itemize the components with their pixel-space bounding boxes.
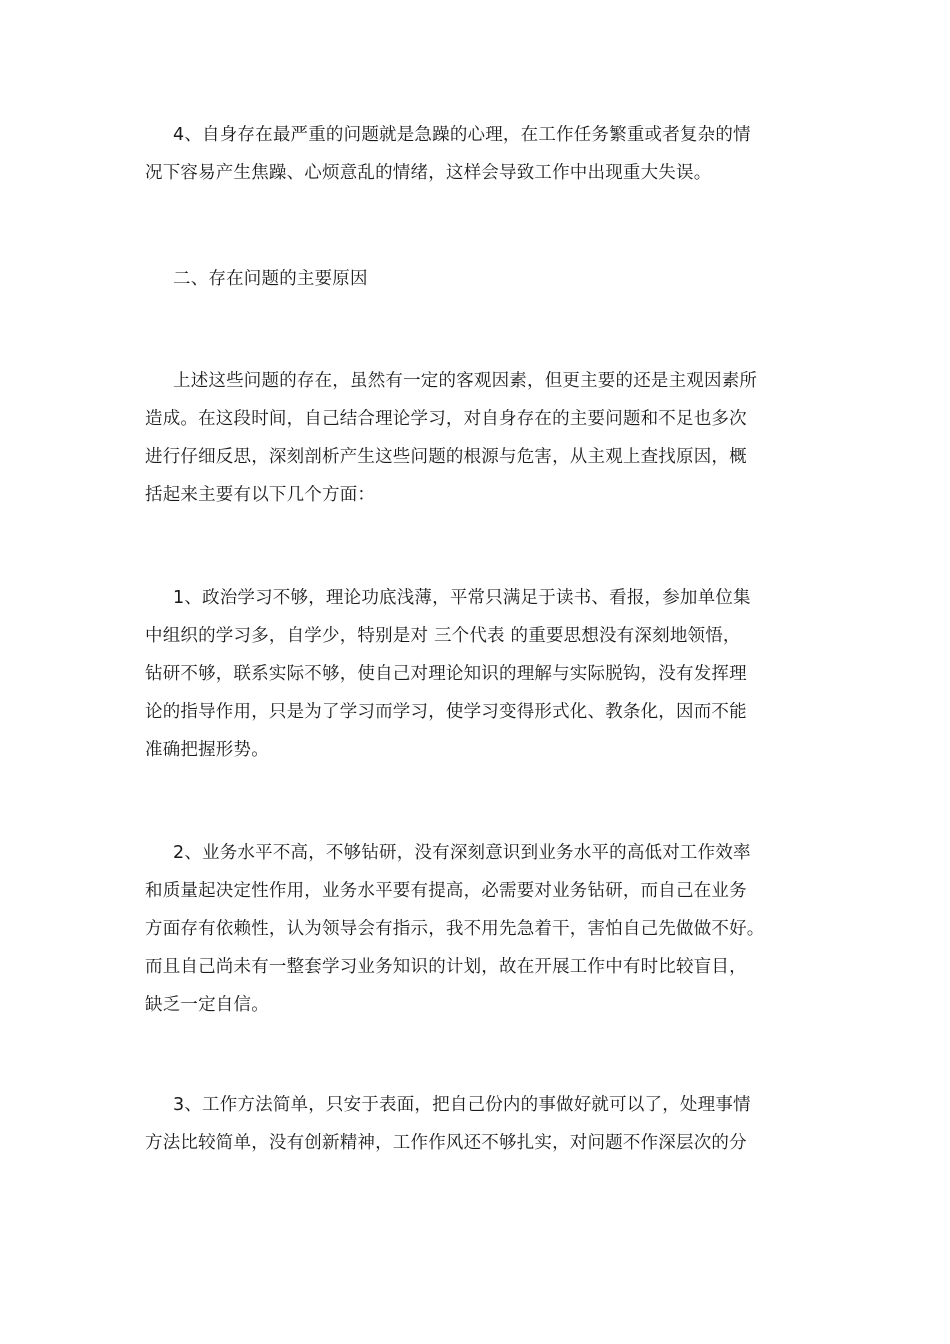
text-line: 和质量起决定性作用，业务水平要有提高，必需要对业务钻研，而自己在业务 [145, 881, 747, 901]
text-line: 而且自己尚未有一整套学习业务知识的计划，故在开展工作中有时比较盲目， [145, 957, 747, 977]
text-line: 中组织的学习多，自学少，特别是对 三个代表 的重要思想没有深刻地领悟， [145, 626, 741, 646]
text-line: 缺乏一定自信。 [145, 995, 269, 1015]
text-line: 方面存有依赖性，认为领导会有指示，我不用先急着干，害怕自己先做做不好。 [145, 919, 765, 939]
text-line: 准确把握形势。 [145, 740, 269, 760]
text-line: 论的指导作用，只是为了学习而学习，使学习变得形式化、教条化，因而不能 [145, 702, 747, 722]
text-line: 3、工作方法简单，只安于表面，把自己份内的事做好就可以了，处理事情 [173, 1095, 751, 1115]
text-line: 2、业务水平不高，不够钻研，没有深刻意识到业务水平的高低对工作效率 [173, 843, 751, 863]
text-line: 造成。在这段时间，自己结合理论学习，对自身存在的主要问题和不足也多次 [145, 409, 747, 429]
text-line: 括起来主要有以下几个方面： [145, 485, 376, 505]
heading-text: 二、存在问题的主要原因 [173, 269, 368, 289]
text-line: 方法比较简单，没有创新精神，工作作风还不够扎实，对问题不作深层次的分 [145, 1133, 747, 1153]
text-line: 上述这些问题的存在，虽然有一定的客观因素，但更主要的还是主观因素所 [173, 371, 758, 391]
text-line: 进行仔细反思，深刻剖析产生这些问题的根源与危害，从主观上查找原因，概 [145, 447, 747, 467]
text-line: 钻研不够，联系实际不够，使自己对理论知识的理解与实际脱钩，没有发挥理 [145, 664, 747, 684]
text-line: 1、政治学习不够，理论功底浅薄，平常只满足于读书、看报，参加单位集 [173, 588, 751, 608]
text-line: 况下容易产生焦躁、心烦意乱的情绪，这样会导致工作中出现重大失误。 [145, 163, 712, 183]
text-line: 4、自身存在最严重的问题就是急躁的心理，在工作任务繁重或者复杂的情 [173, 125, 751, 145]
